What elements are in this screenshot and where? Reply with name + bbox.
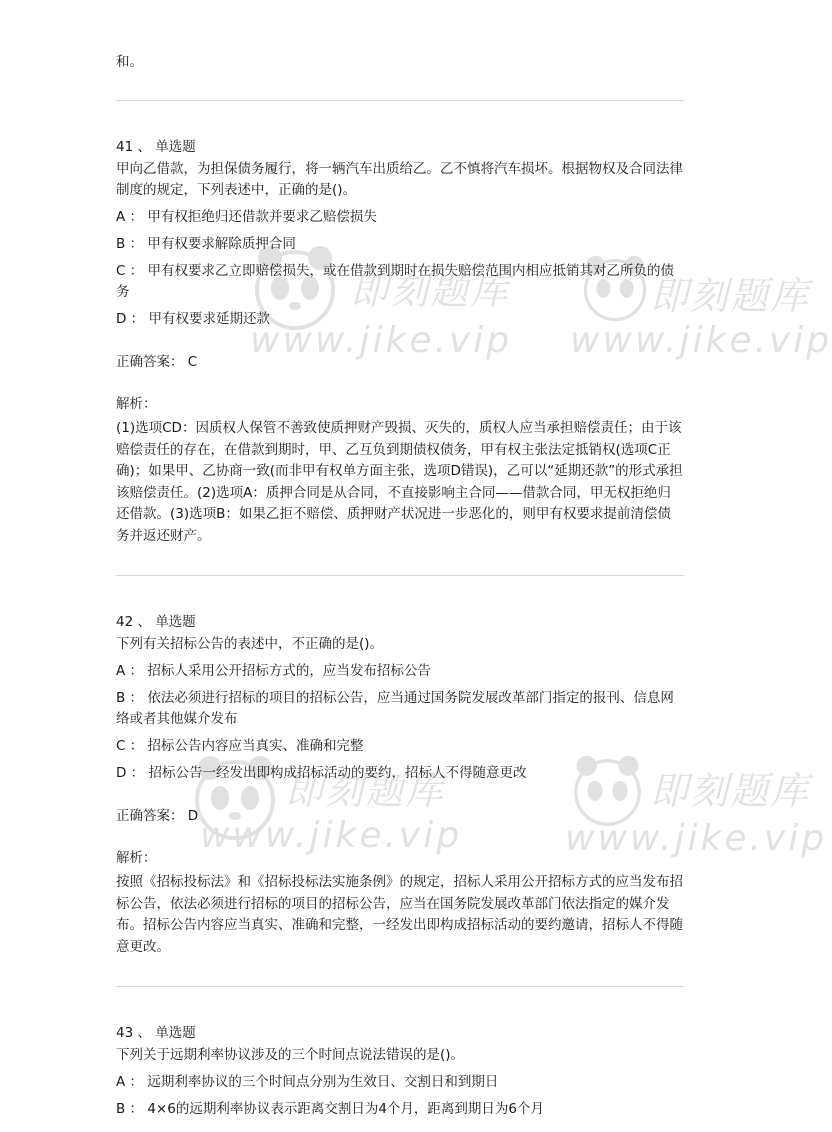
option-a: A ： 甲有权拒绝归还借款并要求乙赔偿损失 [116,209,377,225]
option-a: A ： 远期利率协议的三个时间点分别为生效日、交割日和到期日 [116,1074,499,1090]
question-stem: 甲向乙借款，为担保债务履行，将一辆汽车出质给乙。乙不慎将汽车损坏。根据物权及合同法律制度的规定，下列表述中，正确的是()。 [116,161,683,198]
divider [116,100,684,101]
watermark-brand: 即刻题库 [650,769,811,813]
option-b: B ： 依法必须进行招标的项目的招标公告，应当通过国务院发展改革部门指定的报刊、信息网络或者其他媒介发布 [116,690,674,727]
analysis-text: 按照《招标投标法》和《招标投标法实施条例》的规定，招标人采用公开招标方式的应当发布招标公告，依法必须进行招标的项目的招标公告，应当在国务院发展改革部门依法指定的媒介发布。招标公告内容应当真实、准确和完整，一经发出即构成招标活动的要约邀请，招标人不得随意更改。 [116,874,683,955]
watermark-url: www.jike.vip [250,320,513,361]
watermark-brand: 即刻题库 [285,769,446,813]
watermark-brand: 即刻题库 [350,269,511,313]
option-d: D ： 甲有权要求延期还款 [116,311,270,327]
question-41 [116,137,684,547]
question-43 [116,1023,684,1120]
option-d: D ： 招标公告一经发出即构成招标活动的要约，招标人不得随意更改 [116,765,527,781]
option-c: C ： 甲有权要求乙立即赔偿损失，或在借款到期时在损失赔偿范围内相应抵销其对乙所负的债务 [116,263,675,300]
option-b: B ： 4×6的远期利率协议表示距离交割日为4个月，距离到期日为6个月 [116,1101,545,1117]
question-number: 43 、 单选题 [116,1025,196,1041]
question-42 [116,612,684,958]
previous-text-tail: 和。 [116,54,143,70]
divider [116,575,684,576]
analysis-text: (1)选项CD：因质权人保管不善致使质押财产毁损、灭失的，质权人应当承担赔偿责任；由于该赔偿责任的存在，在借款到期时，甲、乙互负到期债权债务，甲有权主张法定抵销权(选项C正确)；如果甲、乙协商一致(而非甲有权单方面主张，选项D错误)，乙可以“延期还款”的形式承担该赔偿责任。(2)选项A：质押合同是从合同，不直接影响主合同——借款合同，甲无权拒绝归还借款。(3)选项B：如果乙拒不赔偿、质押财产状况进一步恶化的，则甲有权要求提前清偿债务并返还财产。 [116,420,683,544]
watermark-url: www.jike.vip [565,818,828,859]
correct-answer: 正确答案： D [116,808,199,824]
option-a: A ： 招标人采用公开招标方式的，应当发布招标公告 [116,663,431,679]
analysis-label: 解析： [116,850,157,866]
option-c: C ： 招标公告内容应当真实、准确和完整 [116,738,364,754]
document-content [116,52,684,1126]
question-stem: 下列有关招标公告的表述中，不正确的是()。 [116,636,384,652]
watermark-url: www.jike.vip [570,320,832,361]
correct-answer: 正确答案： C [116,354,198,370]
question-stem: 下列关于远期利率协议涉及的三个时间点说法错误的是()。 [116,1047,465,1063]
divider [116,986,684,987]
option-b: B ： 甲有权要求解除质押合同 [116,236,296,252]
question-number: 41 、 单选题 [116,139,196,155]
watermark-url: www.jike.vip [200,815,463,856]
question-number: 42 、 单选题 [116,614,196,630]
watermark-brand: 即刻题库 [650,274,811,318]
analysis-label: 解析： [116,396,157,412]
